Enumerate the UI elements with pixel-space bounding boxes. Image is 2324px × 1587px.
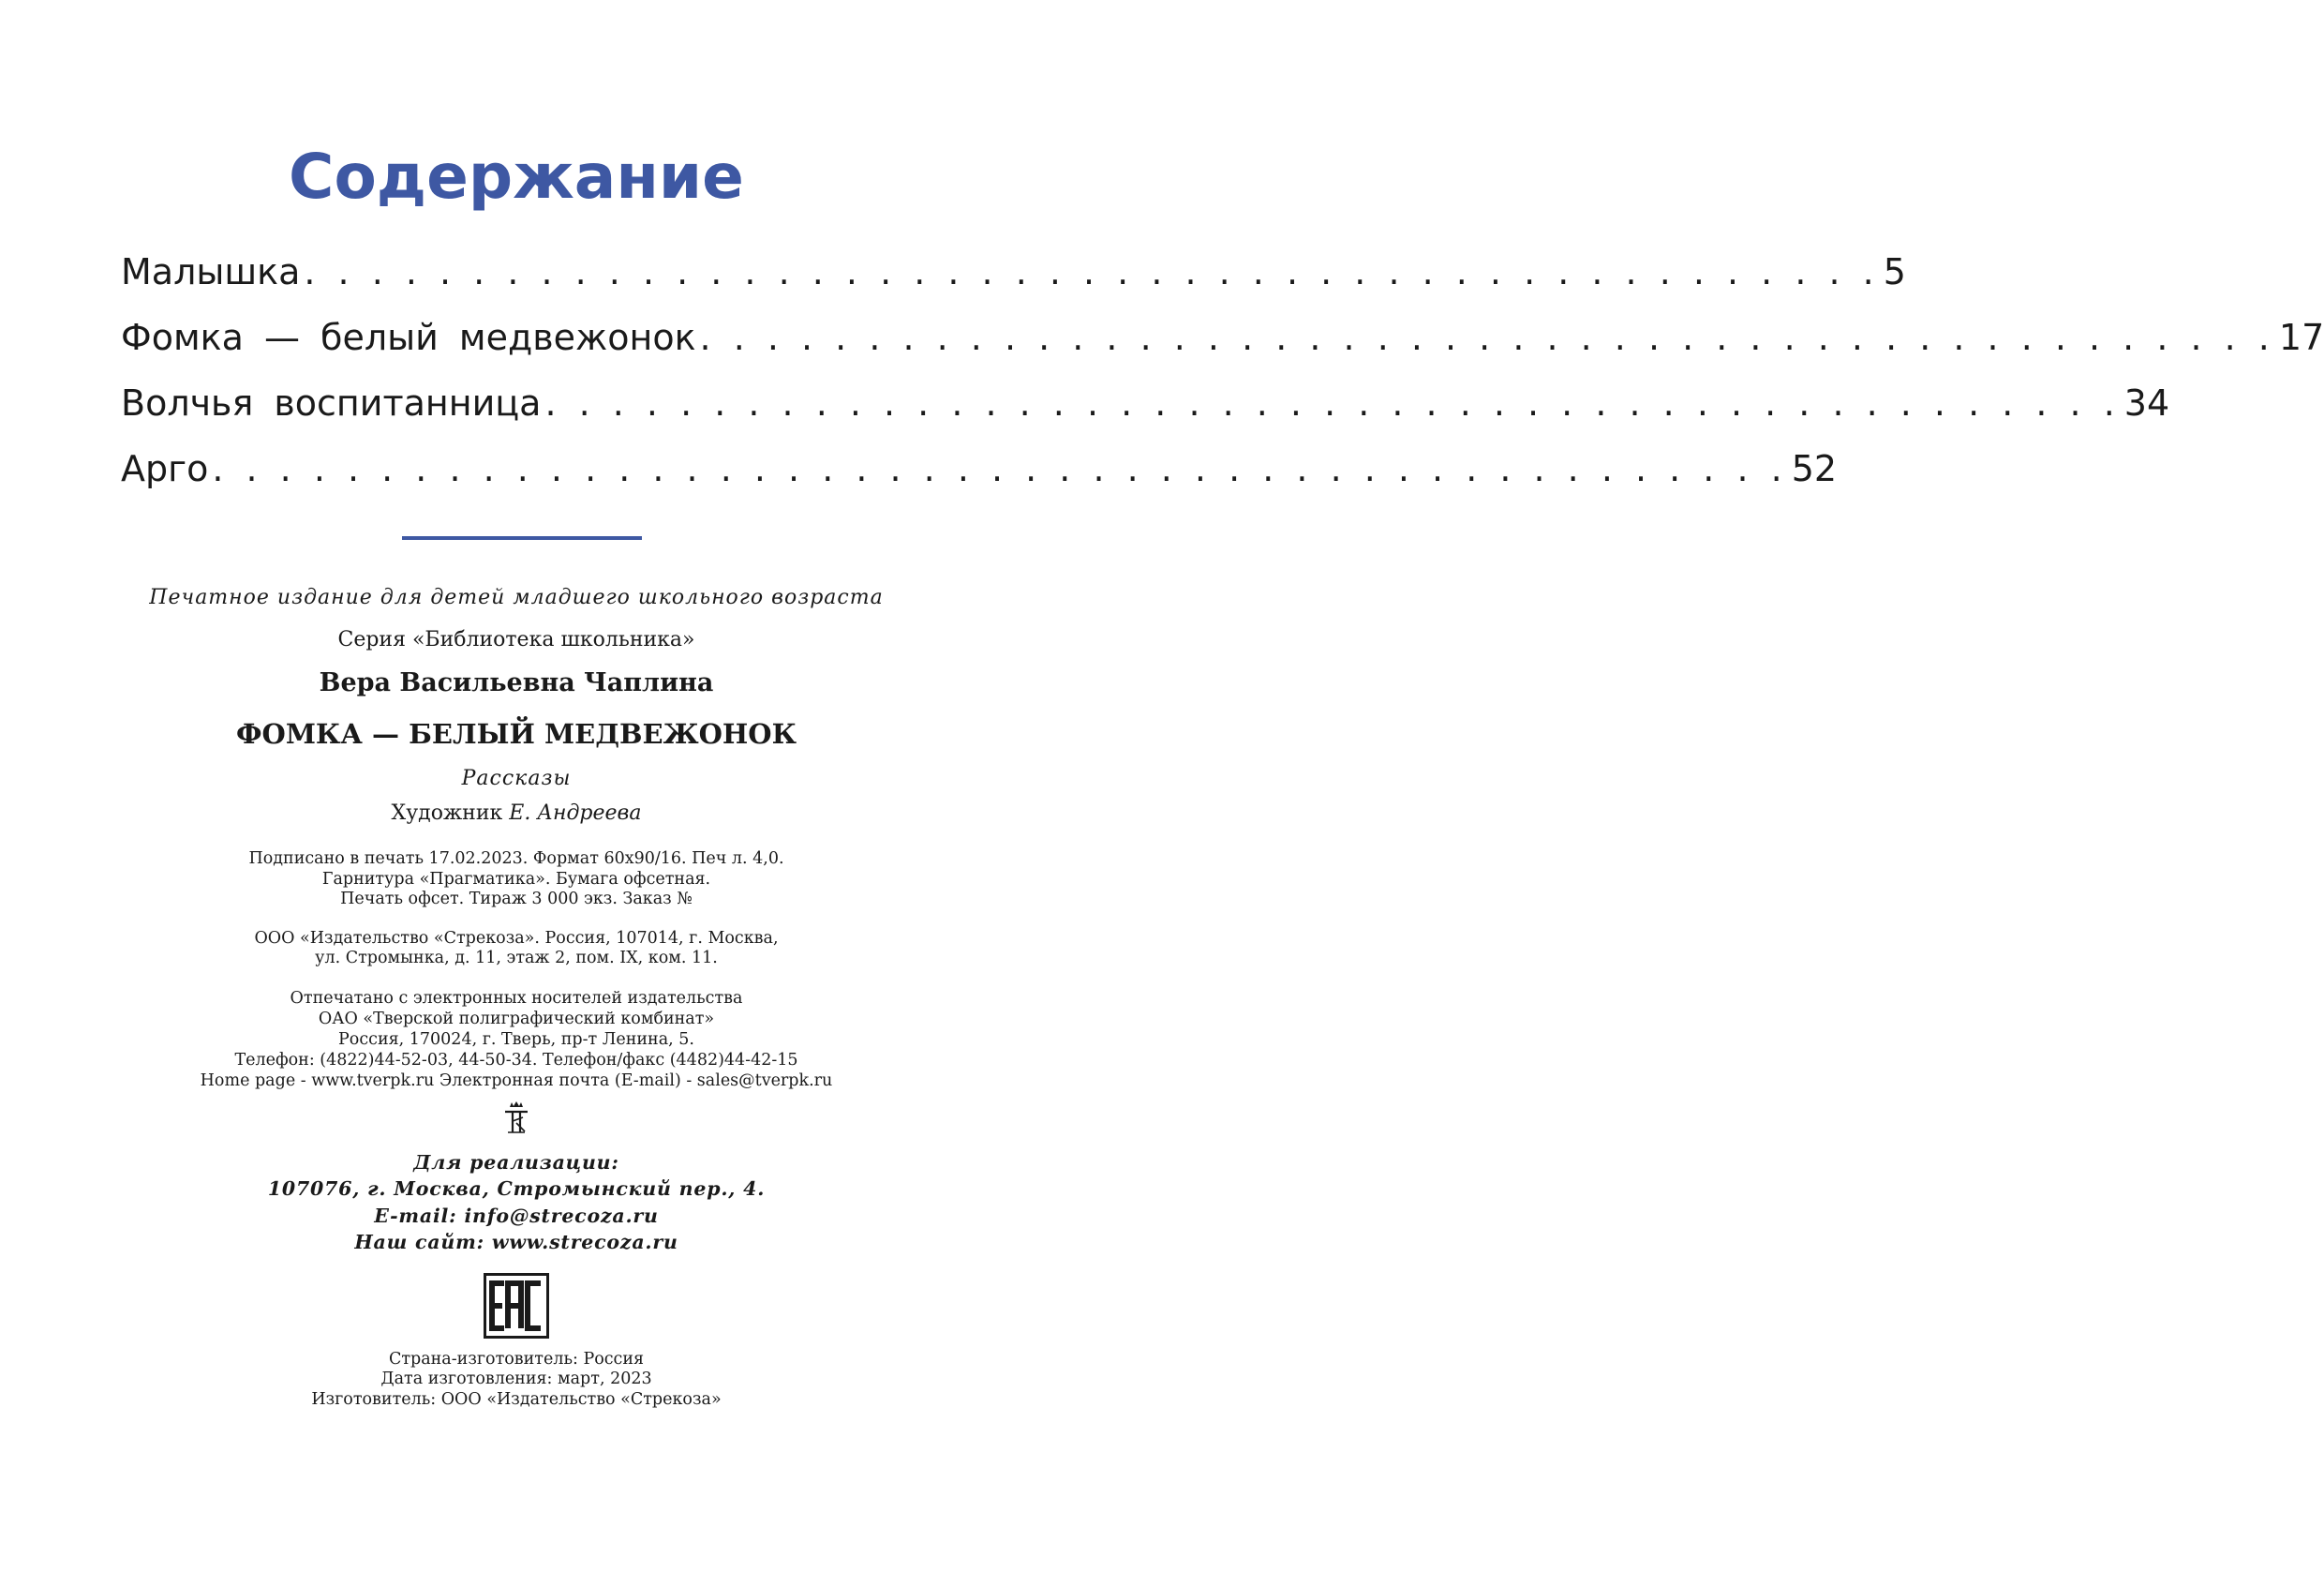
manufacturer-info: [0, 1350, 1033, 1411]
printer-info-line: Россия, 170024, г. Тверь, пр-т Ленина, 5.: [338, 1029, 694, 1049]
toc-entry-title: Волчья воспитанница: [121, 382, 542, 424]
printer-info-line: ОАО «Тверской полиграфический комбинат»: [318, 1009, 715, 1028]
publisher-address: [0, 929, 1033, 969]
printer-info: [0, 988, 1033, 1091]
publisher-address-line: ул. Стромынка, д. 11, этаж 2, пом. IX, ком. 11.: [315, 949, 718, 967]
artist-label: Художник: [391, 801, 503, 825]
print-details-line: Печать офсет. Тираж 3 000 экз. Заказ №: [340, 890, 693, 908]
toc-leader-dots: . . . . . . . . . . . . . . . . . . . . . . . . . . . . . . . . . . . . . . . . . . . . . . .: [304, 251, 1880, 292]
sales-info-line: Для реализации:: [413, 1150, 619, 1174]
toc-entry-title: Фомка — белый медвежонок: [121, 317, 696, 358]
series-name: Серия «Библиотека школьника»: [337, 628, 695, 651]
artist-credit: [0, 801, 1033, 825]
manufacturer-info-line: Изготовитель: ООО «Издательство «Стрекоза»: [311, 1389, 722, 1409]
print-details-line: Гарнитура «Прагматика». Бумага офсетная.: [321, 869, 711, 889]
printer-info-line: Телефон: (4822)44-52-03, 44-50-34. Телефон/факс (4482)44-42-15: [234, 1050, 798, 1070]
manufacturer-info-line: Страна-изготовитель: Россия: [388, 1349, 645, 1369]
imprint-block: [0, 586, 1033, 1410]
toc-title: Содержание: [289, 141, 744, 213]
table-of-contents: [121, 251, 2324, 514]
toc-entry[interactable]: [121, 448, 1838, 514]
toc-leader-dots: . . . . . . . . . . . . . . . . . . . . . . . . . . . . . . . . . . . . . . . . . . . . . . .: [544, 382, 2121, 424]
toc-entry[interactable]: [121, 251, 1906, 317]
author-name: Вера Васильевна Чаплина: [319, 668, 714, 697]
toc-entry-title: Арго: [121, 448, 209, 489]
toc-entry-title: Малышка: [121, 251, 301, 292]
sales-info-line: E-mail: info@strecoza.ru: [374, 1204, 659, 1227]
toc-entry[interactable]: [121, 382, 2170, 448]
print-details-line: Подписано в печать 17.02.2023. Формат 60х90/16. Печ л. 4,0.: [248, 849, 784, 868]
printer-monogram-icon: [0, 1100, 1033, 1142]
print-details: [0, 849, 1033, 910]
toc-entry-page: 5: [1883, 251, 1906, 292]
book-title: ФОМКА — БЕЛЫЙ МЕДВЕЖОНОК: [236, 718, 797, 750]
eac-mark-icon: [0, 1273, 1033, 1339]
sales-info: [0, 1149, 1033, 1256]
publisher-address-line: ООО «Издательство «Стрекоза». Россия, 107014, г. Москва,: [254, 928, 779, 948]
divider-rule: [402, 536, 642, 540]
toc-entry[interactable]: [121, 317, 2324, 382]
toc-leader-dots: . . . . . . . . . . . . . . . . . . . . . . . . . . . . . . . . . . . . . . . . . . . . . . .: [699, 317, 2275, 358]
sales-info-line: 107076, г. Москва, Стромынский пер., 4.: [267, 1177, 766, 1200]
toc-entry-page: 17: [2278, 317, 2324, 358]
sales-info-line: Наш сайт: www.strecoza.ru: [354, 1231, 678, 1253]
printer-info-line: Home page - www.tverpk.ru Электронная почта (E-mail) - sales@tverpk.ru: [200, 1070, 833, 1090]
toc-entry-page: 52: [1791, 448, 1838, 489]
toc-entry-page: 34: [2123, 382, 2170, 424]
manufacturer-info-line: Дата изготовления: март, 2023: [380, 1370, 652, 1388]
artist-name: Е. Андреева: [509, 801, 642, 825]
audience-note: Печатное издание для детей младшего школьного возраста: [149, 586, 884, 609]
printer-info-line: Отпечатано с электронных носителей издательства: [290, 988, 743, 1008]
genre-label: Рассказы: [461, 767, 572, 790]
toc-leader-dots: . . . . . . . . . . . . . . . . . . . . . . . . . . . . . . . . . . . . . . . . . . . . . . .: [212, 448, 1788, 489]
